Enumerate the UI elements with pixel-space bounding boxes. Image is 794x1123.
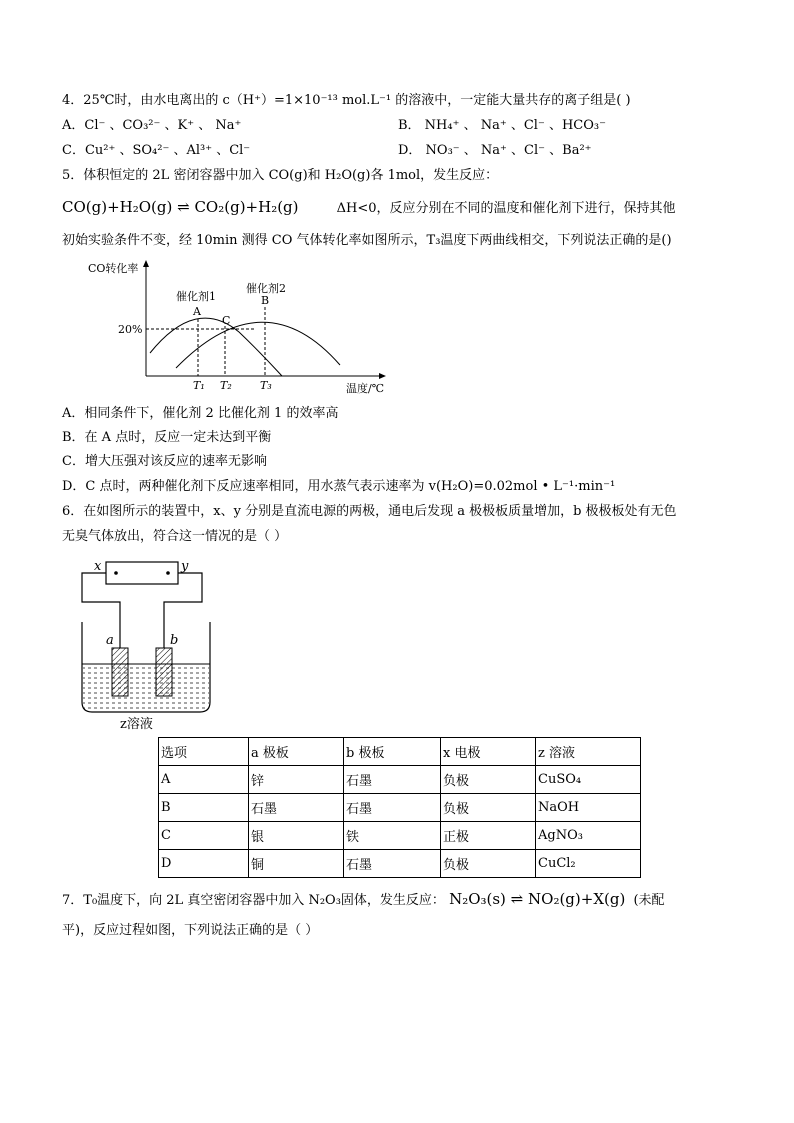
table-header: a 极板 — [249, 738, 344, 766]
table-header: x 电极 — [441, 738, 536, 766]
table-cell: 锌 — [249, 766, 344, 794]
label-x: x — [94, 559, 102, 574]
q4-option-d: D． NO₃⁻ 、 Na⁺ 、Cl⁻ 、Ba²⁺ — [398, 143, 592, 158]
x-axis-arrow — [379, 373, 386, 379]
t2-label: T₂ — [220, 379, 232, 392]
q4-stem: 4．25℃时，由水电离出的 c（H⁺）=1×10⁻¹³ mol.L⁻¹ 的溶液中，一定能大量共存的离子组是( ) — [62, 93, 631, 108]
q7-stem-line2: 平)，反应过程如图，下列说法正确的是（ ） — [62, 923, 319, 938]
electrode-b — [156, 648, 172, 696]
table-cell: 正极 — [441, 822, 536, 850]
table-cell: 石墨 — [344, 850, 441, 878]
table-cell: 石墨 — [249, 794, 344, 822]
table-header: b 极板 — [344, 738, 441, 766]
curve1-label: 催化剂1 — [176, 290, 216, 303]
q6-electrolysis-diagram — [76, 556, 216, 732]
table-header: 选项 — [159, 738, 249, 766]
table-cell: 负极 — [441, 794, 536, 822]
table-cell: CuSO₄ — [536, 766, 641, 794]
q5-condition: ΔH<0，反应分别在不同的温度和催化剂下进行，保持其他 — [336, 201, 676, 216]
q7-equation: N₂O₃(s) ⇌ NO₂(g)+X(g) — [449, 890, 626, 908]
power-terminal-y — [166, 571, 170, 575]
q4-option-a: A．Cl⁻ 、CO₃²⁻ 、K⁺ 、 Na⁺ — [62, 118, 242, 133]
q4-option-b: B． NH₄⁺ 、 Na⁺ 、Cl⁻ 、HCO₃⁻ — [398, 118, 606, 133]
graph-x-label: 温度/℃ — [346, 382, 385, 395]
table-cell: 银 — [249, 822, 344, 850]
y-tick-20: 20% — [118, 323, 143, 336]
label-b: b — [170, 633, 179, 648]
table-cell: 石墨 — [344, 766, 441, 794]
table-cell: NaOH — [536, 794, 641, 822]
table-cell: 石墨 — [344, 794, 441, 822]
q5-option-c: C．增大压强对该反应的速率无影响 — [62, 454, 267, 469]
q5-conversion-graph — [84, 258, 404, 398]
q4-option-c: C．Cu²⁺ 、SO₄²⁻ 、Al³⁺ 、Cl⁻ — [62, 143, 251, 158]
table-cell: 负极 — [441, 850, 536, 878]
q5-option-a: A．相同条件下，催化剂 2 比催化剂 1 的效率高 — [62, 406, 339, 421]
q6-options-table — [158, 737, 641, 878]
point-c-label: C — [222, 314, 231, 327]
table-cell: C — [159, 822, 249, 850]
label-y: y — [181, 559, 189, 574]
q5-option-d: D．C 点时，两种催化剂下反应速率相同，用水蒸气表示速率为 v(H₂O)=0.02mol • L⁻¹·min⁻¹ — [62, 479, 616, 494]
q5-option-b: B．在 A 点时，反应一定未达到平衡 — [62, 430, 272, 445]
table-cell: 铁 — [344, 822, 441, 850]
curve2-label: 催化剂2 — [246, 282, 286, 295]
table-cell: AgNO₃ — [536, 822, 641, 850]
table-row — [159, 794, 641, 822]
label-a: a — [106, 633, 114, 648]
graph-y-label: CO转化率 — [88, 262, 139, 275]
q5-stem: 5．体积恒定的 2L 密闭容器中加入 CO(g)和 H₂O(g)各 1mol，发生反应： — [62, 168, 499, 183]
table-row — [159, 766, 641, 794]
q7-note: (未配 — [633, 893, 665, 908]
point-a-label: A — [193, 305, 201, 318]
label-z-solution: z溶液 — [120, 717, 153, 732]
table-cell: B — [159, 794, 249, 822]
electrode-a — [112, 648, 128, 696]
q7-stem-line1: 7．T₀温度下，向 2L 真空密闭容器中加入 N₂O₃固体，发生反应： — [62, 893, 445, 908]
t1-label: T₁ — [193, 379, 205, 392]
power-terminal-x — [114, 571, 118, 575]
table-cell: 负极 — [441, 766, 536, 794]
table-cell: 铜 — [249, 850, 344, 878]
catalyst1-curve — [150, 318, 282, 376]
q6-stem-line2: 无臭气体放出，符合这一情况的是（ ） — [62, 529, 288, 544]
catalyst2-curve — [176, 322, 340, 368]
point-b-label: B — [261, 294, 270, 307]
table-cell: CuCl₂ — [536, 850, 641, 878]
t3-label: T₃ — [260, 379, 272, 392]
q5-stem-line3: 初始实验条件不变，经 10min 测得 CO 气体转化率如图所示，T₃温度下两曲线相交，下列说法正确的是() — [62, 233, 672, 248]
q5-equation: CO(g)+H₂O(g) ⇌ CO₂(g)+H₂(g) — [62, 198, 299, 216]
table-cell: D — [159, 850, 249, 878]
electrolyte — [83, 664, 209, 711]
table-cell: A — [159, 766, 249, 794]
table-row — [159, 850, 641, 878]
table-header-row — [159, 738, 641, 766]
q6-stem-line1: 6．在如图所示的装置中，x、y 分别是直流电源的两极，通电后发现 a 极极板质量增加，b 极极板处有无色 — [62, 504, 677, 519]
y-axis-arrow — [143, 260, 149, 267]
table-header: z 溶液 — [536, 738, 641, 766]
table-row — [159, 822, 641, 850]
